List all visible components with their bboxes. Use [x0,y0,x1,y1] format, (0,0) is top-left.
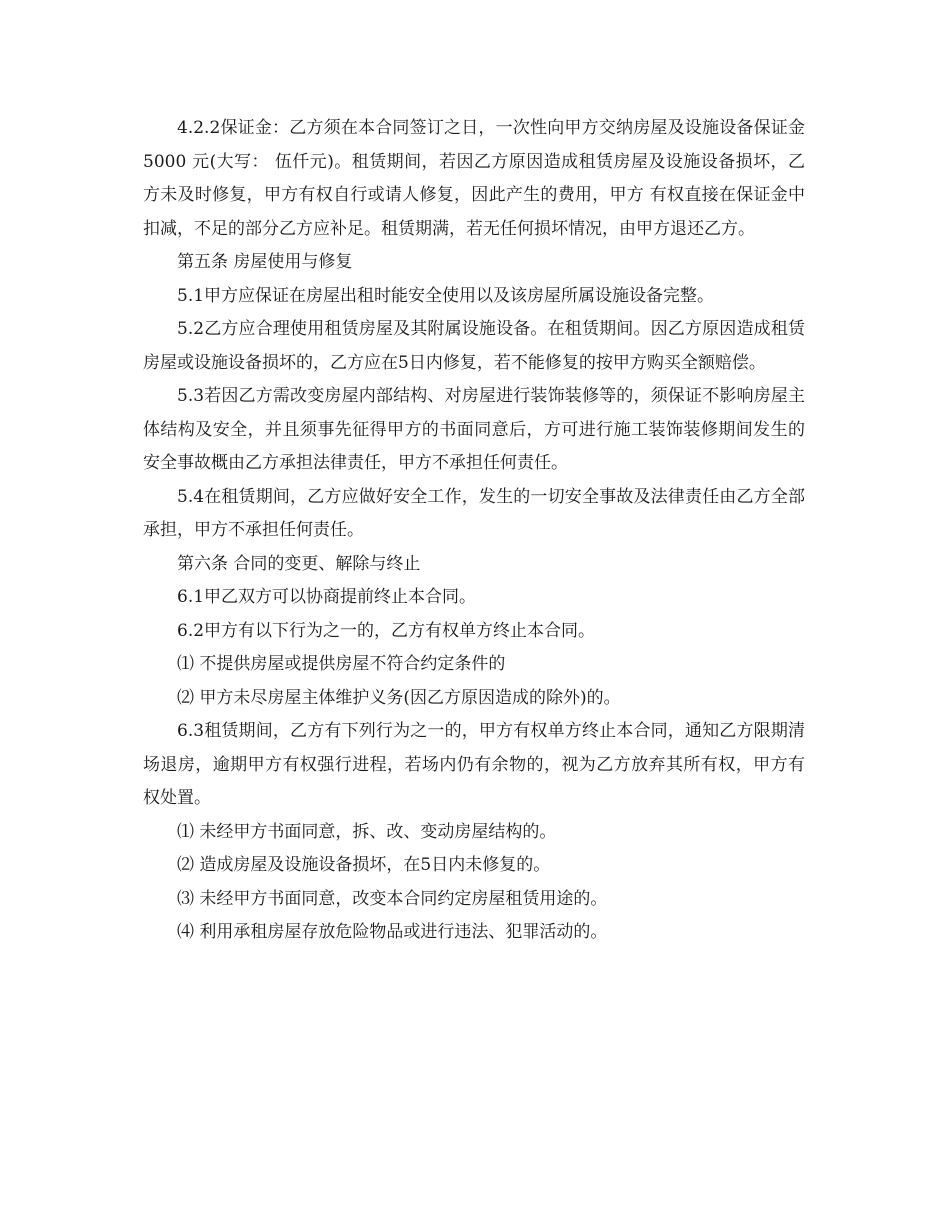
list-item-6-3-1: ⑴ 未经甲方书面同意，拆、改、变动房屋结构的。 [177,821,557,842]
paragraph-4-2-2-deposit: 4.2.2保证金：乙方须在本合同签订之日，一次性向甲方交纳房屋及设施设备保证金 5000 元(大写： 伍仟元)。租赁期间，若因乙方原因造成租赁房屋及设施设备损坏，乙方未及时修复，甲方有权自行或请人修复，因此产生的费用，甲方 有权直接在保证金中扣减，不足的部分乙方应补足。租赁期满，若无任何损坏情况，由甲方退还乙方。 [143,118,805,239]
paragraph-5-3: 5.3若因乙方需改变房屋内部结构、对房屋进行装饰装修等的，须保证不影响房屋主体结构及安全，并且须事先征得甲方的书面同意后，方可进行施工装饰装修期间发生的安全事故概由乙方承担法律责任，甲方不承担任何责任。 [143,386,805,473]
heading-article-6: 第六条 合同的变更、解除与终止 [177,553,421,574]
paragraph-5-1: 5.1甲方应保证在房屋出租时能安全使用以及该房屋所属设施设备完整。 [177,285,715,306]
list-item-6-2-1: ⑴ 不提供房屋或提供房屋不符合约定条件的 [177,654,506,674]
paragraph-5-2: 5.2乙方应合理使用租赁房屋及其附属设施设备。在租赁期间。因乙方原因造成租赁房屋或设施设备损坏的，乙方应在5日内修复，若不能修复的按甲方购买全额赔偿。 [143,319,805,373]
paragraph-6-1: 6.1甲乙双方可以协商提前终止本合同。 [177,587,477,607]
paragraph-6-3: 6.3租赁期间，乙方有下列行为之一的，甲方有权单方终止本合同，通知乙方限期清场退房，逾期甲方有权强行进程，若场内仍有余物的，视为乙方放弃其所有权，甲方有权处置。 [143,721,805,808]
list-item-6-3-2: ⑵ 造成房屋及设施设备损坏，在5日内未修复的。 [177,855,551,875]
list-item-6-3-4: ⑷ 利用承租房屋存放危险物品或进行违法、犯罪活动的。 [177,922,608,942]
paragraph-5-4: 5.4在租赁期间，乙方应做好安全工作，发生的一切安全事故及法律责任由乙方全部承担，甲方不承担任何责任。 [143,486,805,540]
heading-article-5: 第五条 房屋使用与修复 [177,252,353,272]
document-body [143,112,805,950]
paragraph-6-2: 6.2甲方有以下行为之一的，乙方有权单方终止本合同。 [177,620,596,641]
list-item-6-3-3: ⑶ 未经甲方书面同意，改变本合同约定房屋租赁用途的。 [177,888,608,909]
list-item-6-2-2: ⑵ 甲方未尽房屋主体维护义务(因乙方原因造成的除外)的。 [177,687,621,708]
